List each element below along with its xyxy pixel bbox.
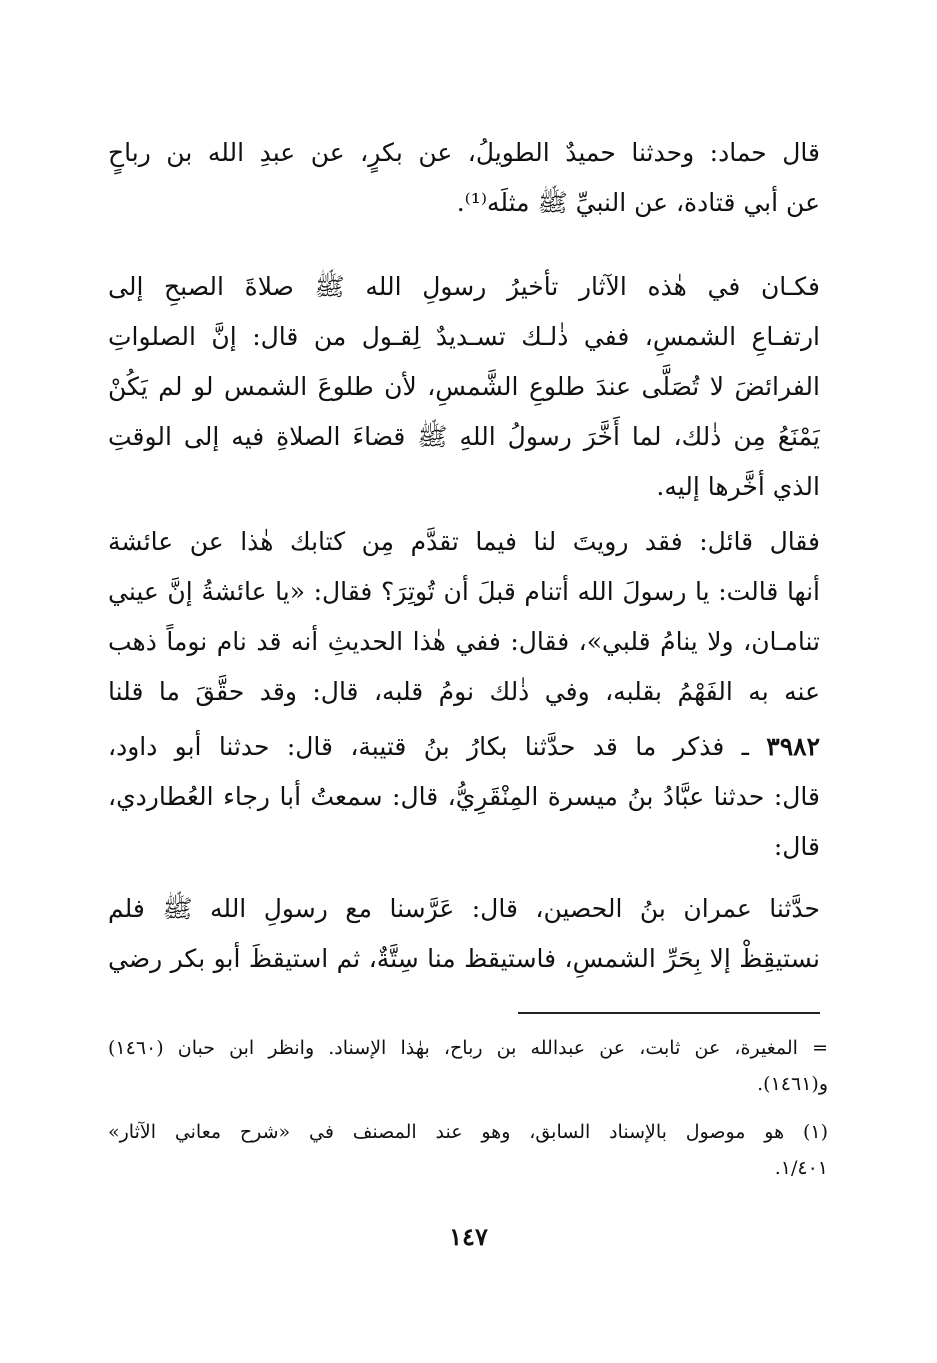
footnote-line: (١) هو موصول بالإسناد السابق، وهو عند المصنف في «شرح معاني الآثار» xyxy=(108,1121,828,1143)
footnotes xyxy=(108,1030,828,1186)
footnote-line: و(١٤٦١). xyxy=(757,1073,828,1095)
hadith-number: ٣٩٨٢ xyxy=(766,732,820,761)
text-line: يَمْنَعُ مِن ذٰلك، لما أَخَّرَ رسولُ اللهِ ﷺ قضاءَ الصلاةِ فيه إلى الوقتِ xyxy=(108,422,820,451)
footnote-line: = المغيرة، عن ثابت، عن عبدالله بن رباح، بهٰذا الإسناد. وانظر ابن حبان (١٤٦٠) xyxy=(108,1037,828,1059)
text-line: قال: حدثنا عبَّادُ بنُ ميسرة المِنْقَرِيُّ، قال: سمعتُ أبا رجاء العُطاردي، xyxy=(108,782,820,811)
paragraph-imran-narration xyxy=(108,884,820,984)
paragraph-aisha-objection xyxy=(108,517,820,717)
text-line: أنها قالت: يا رسولَ الله أتنام قبلَ أن تُوتِرَ؟ فقال: «يا عائشةُ إنَّ عيني xyxy=(108,577,820,606)
text-line: قال حماد: وحدثنا حميدٌ الطويلُ، عن بكرٍ، عن عبدِ الله بن رباحٍ xyxy=(108,138,820,167)
paragraph-hammad-narration xyxy=(108,128,820,228)
text-line: ارتفـاعِ الشمسِ، ففي ذٰلـك تسـديدٌ لِقـول من قال: إنَّ الصلواتِ xyxy=(108,322,820,351)
text-line: تنامـان، ولا ينامُ قلبي»، فقال: ففي هٰذا الحديثِ أنه قد نام نوماً ذهب xyxy=(108,627,820,656)
text-line: نستيقِظْ إلا بِحَرِّ الشمسِ، فاستيقظ منا سِتَّةٌ، ثم استيقظَ أبو بكر رضي xyxy=(108,944,820,973)
footnote-line: ١/٤٠١. xyxy=(774,1157,828,1179)
hadith-text: ـ فذكر ما قد حدَّثنا بكارُ بنُ قتيبة، قال: حدثنا أبو داود، xyxy=(108,732,749,761)
text-line: الفرائضَ لا تُصَلَّى عندَ طلوعِ الشَّمسِ، لأن طلوعَ الشمس لو لم يَكُنْ xyxy=(108,372,820,401)
footnote-divider xyxy=(518,1012,820,1014)
footnote-spacer xyxy=(108,1102,828,1114)
paragraph-delay-of-prayer xyxy=(108,262,820,512)
hadith-3982 xyxy=(108,722,820,872)
text-line: حدَّثنا عمران بنُ الحصين، قال: عَرَّسنا مع رسولِ الله ﷺ فلم xyxy=(108,894,820,923)
page-number: ١٤٧ xyxy=(449,1222,488,1251)
text-line: قال: xyxy=(773,832,820,861)
text-line: فكـان في هٰذه الآثار تأخيرُ رسولِ الله ﷺ صلاةَ الصبحِ إلى xyxy=(108,272,820,301)
text-line: فقال قائل: فقد رويتَ لنا فيما تقدَّم مِن كتابك هٰذا عن عائشة xyxy=(108,527,820,556)
footnote-continuation xyxy=(108,1030,828,1102)
text-line: الذي أخَّرها إليه. xyxy=(656,472,820,501)
text-line xyxy=(108,722,820,772)
text-line: عن أبي قتادة، عن النبيِّ ﷺ مثلَه⁽¹⁾. xyxy=(456,188,820,217)
footnote-1 xyxy=(108,1114,828,1186)
text-line: عنه به الفَهْمُ بقلبه، وفي ذٰلك نومُ قلبه، قال: وقد حقَّقَ ما قلنا xyxy=(108,677,820,706)
